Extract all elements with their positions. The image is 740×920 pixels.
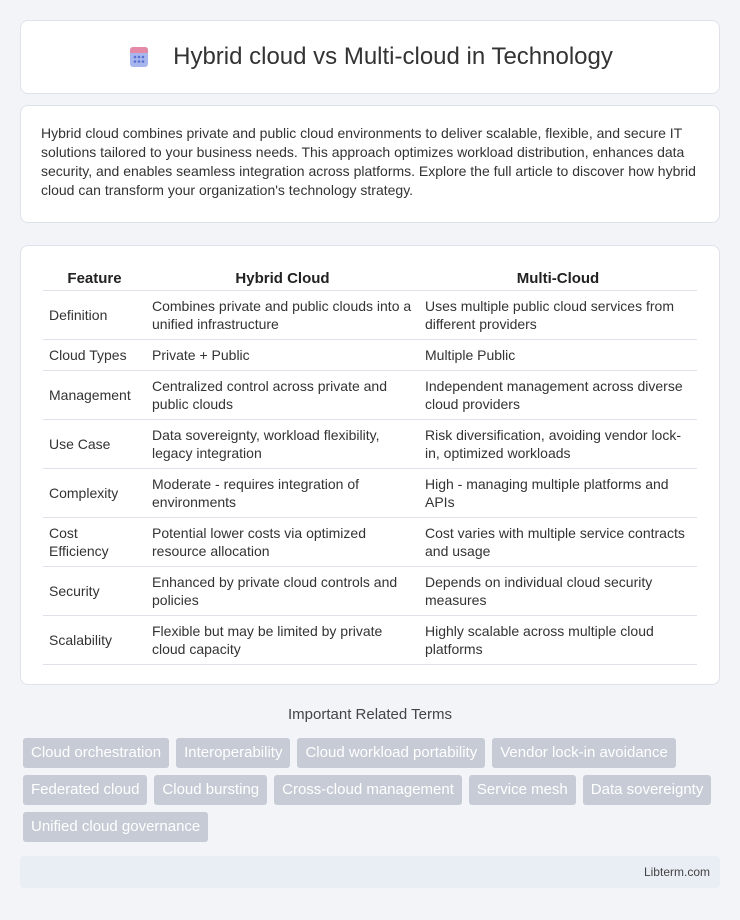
term-tag[interactable]: Vendor lock-in avoidance (492, 738, 676, 768)
footer (20, 856, 720, 888)
term-tag[interactable]: Service mesh (469, 775, 576, 805)
table-header-row (43, 266, 697, 291)
hybrid-cell: Flexible but may be limited by private cloud capacity (146, 616, 419, 665)
intro-text: Hybrid cloud combines private and public cloud environments to deliver scalable, flexible, and secure IT solutions tailored to your business needs. This approach optimizes workload distribution, enhances data security, and enables seamless integration across platforms. Explore the full article to discover how hybrid cloud can transform your organization's technology strategy. (41, 125, 696, 198)
feature-cell: Cost Efficiency (43, 518, 146, 567)
comparison-card (20, 245, 720, 685)
hybrid-cell: Private + Public (146, 340, 419, 371)
multi-cell: Cost varies with multiple service contracts and usage (419, 518, 697, 567)
multi-cell: Risk diversification, avoiding vendor lock-in, optimized workloads (419, 420, 697, 469)
multi-cell: Highly scalable across multiple cloud platforms (419, 616, 697, 665)
term-tag[interactable]: Interoperability (176, 738, 290, 768)
feature-cell: Complexity (43, 469, 146, 518)
term-tag[interactable]: Cloud orchestration (23, 738, 169, 768)
feature-cell: Security (43, 567, 146, 616)
term-tag[interactable]: Data sovereignty (583, 775, 712, 805)
table-row (43, 567, 697, 616)
feature-cell: Definition (43, 291, 146, 340)
table-row (43, 469, 697, 518)
table-row (43, 518, 697, 567)
feature-cell: Management (43, 371, 146, 420)
related-terms-list (23, 738, 723, 842)
comparison-table (43, 266, 697, 665)
term-tag[interactable]: Federated cloud (23, 775, 147, 805)
table-row (43, 371, 697, 420)
term-tag[interactable]: Unified cloud governance (23, 812, 208, 842)
page-title: Hybrid cloud vs Multi-cloud in Technology (173, 43, 613, 70)
hybrid-cell: Potential lower costs via optimized resource allocation (146, 518, 419, 567)
term-tag[interactable]: Cloud workload portability (297, 738, 485, 768)
table-row (43, 291, 697, 340)
column-header-hybrid: Hybrid Cloud (146, 266, 419, 291)
footer-site-link[interactable]: Libterm.com (643, 865, 710, 879)
term-tag[interactable]: Cross-cloud management (274, 775, 462, 805)
multi-cell: Uses multiple public cloud services from different providers (419, 291, 697, 340)
hybrid-cell: Moderate - requires integration of environments (146, 469, 419, 518)
feature-cell: Use Case (43, 420, 146, 469)
header-card (20, 20, 720, 94)
table-row (43, 420, 697, 469)
feature-cell: Scalability (43, 616, 146, 665)
multi-cell: Independent management across diverse cloud providers (419, 371, 697, 420)
hybrid-cell: Data sovereignty, workload flexibility, legacy integration (146, 420, 419, 469)
column-header-feature: Feature (43, 266, 146, 291)
hybrid-cell: Combines private and public clouds into a unified infrastructure (146, 291, 419, 340)
hybrid-cell: Enhanced by private cloud controls and policies (146, 567, 419, 616)
hybrid-cell: Centralized control across private and public clouds (146, 371, 419, 420)
table-row (43, 340, 697, 371)
related-terms-title: Important Related Terms (288, 706, 452, 723)
intro-card (20, 105, 720, 223)
multi-cell: Depends on individual cloud security measures (419, 567, 697, 616)
document-icon (127, 45, 151, 69)
multi-cell: High - managing multiple platforms and APIs (419, 469, 697, 518)
multi-cell: Multiple Public (419, 340, 697, 371)
feature-cell: Cloud Types (43, 340, 146, 371)
column-header-multi: Multi-Cloud (419, 266, 697, 291)
term-tag[interactable]: Cloud bursting (154, 775, 267, 805)
table-row (43, 616, 697, 665)
